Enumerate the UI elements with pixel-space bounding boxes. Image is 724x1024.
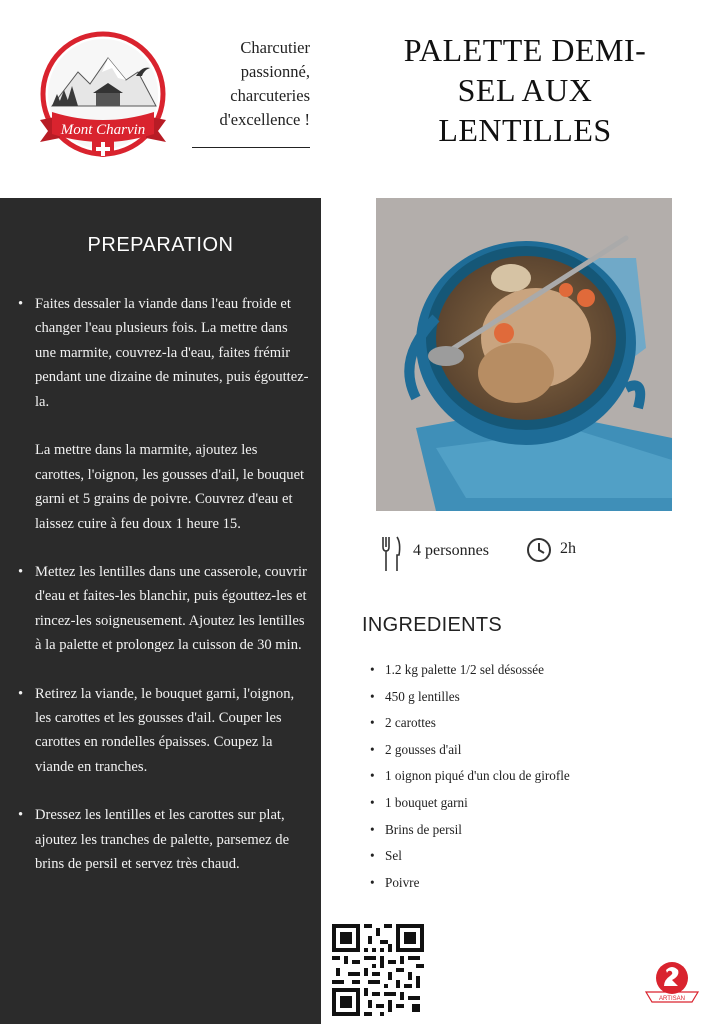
artisan-badge [640, 958, 704, 1006]
tagline-line: charcuteries [230, 86, 310, 105]
fork-knife-icon [380, 535, 402, 573]
step-paragraph: • Retirez la viande, le bouquet garni, l'oignon, les carottes et les gousses d'ail. Couper les carottes en rondelles épaisses. Coupez la viande en tranches. [35, 685, 295, 775]
tagline-divider [192, 147, 310, 148]
ingredients-heading: INGREDIENTS [362, 614, 502, 636]
ingredient-item: • Poivre [370, 870, 570, 897]
step-paragraph: La mettre dans la marmite, ajoutez les carottes, l'oignon, les gousses d'ail, le bouquet garni et 5 grains de poivre. Couvrez d'eau et laissez cuire à feu doux 1 heure 15. [35, 442, 305, 532]
step-item [14, 560, 310, 658]
ingredient-item: • Sel [370, 843, 570, 870]
tagline-line: d'excellence ! [219, 110, 310, 129]
preparation-heading: PREPARATION [87, 234, 234, 256]
step-paragraph: • Mettez les lentilles dans une casserole, couvrir d'eau et faites-les blanchir, puis égouttez-les et rincez-les soigneusement. Ajoutez les lentilles à la palette et prolongez la cuisson de 30 min. [35, 564, 307, 654]
step-paragraph: • Dressez les lentilles et les carottes sur plat, ajoutez les tranches de palette, parsemez de brins de persil et servez très chaud. [35, 807, 290, 873]
ingredient-item: • 2 carottes [370, 710, 570, 737]
preparation-panel [0, 198, 321, 1024]
step-item [14, 803, 310, 876]
logo-text: Mont Charvin [60, 122, 146, 138]
dish-photo [376, 198, 672, 511]
recipe-meta [380, 533, 680, 573]
clock-icon [526, 537, 552, 563]
ingredient-item: • 1.2 kg palette 1/2 sel désossée [370, 657, 570, 684]
title-line: SEL AUX [457, 72, 593, 108]
title-line: LENTILLES [438, 112, 612, 148]
ingredient-item: • 2 gousses d'ail [370, 737, 570, 764]
step-paragraph: • Faites dessaler la viande dans l'eau froide et changer l'eau plusieurs fois. La mettre dans une marmite, couvrez-la d'eau, faites frémir pendant une dizaine de minutes, puis égouttez-la. [35, 296, 309, 410]
ingredients-list [370, 657, 570, 896]
step-item [14, 292, 310, 536]
ingredient-item: • Brins de persil [370, 817, 570, 844]
preparation-steps [14, 292, 310, 901]
step-item [14, 682, 310, 780]
qr-code[interactable] [332, 924, 424, 1016]
ingredient-item: • 1 bouquet garni [370, 790, 570, 817]
time-label: 2h [560, 540, 576, 557]
recipe-title [360, 30, 690, 150]
tagline-line: passionné, [240, 62, 310, 81]
title-line: PALETTE DEMI- [403, 32, 647, 68]
ingredient-item: • 1 oignon piqué d'un clou de girofle [370, 763, 570, 790]
tagline-line: Charcutier [240, 38, 310, 57]
mont-charvin-logo [30, 28, 176, 168]
servings-label: 4 personnes [413, 542, 489, 559]
ingredient-item: • 450 g lentilles [370, 684, 570, 711]
brand-tagline [190, 36, 310, 132]
artisan-label: ARTISAN [659, 996, 685, 1002]
